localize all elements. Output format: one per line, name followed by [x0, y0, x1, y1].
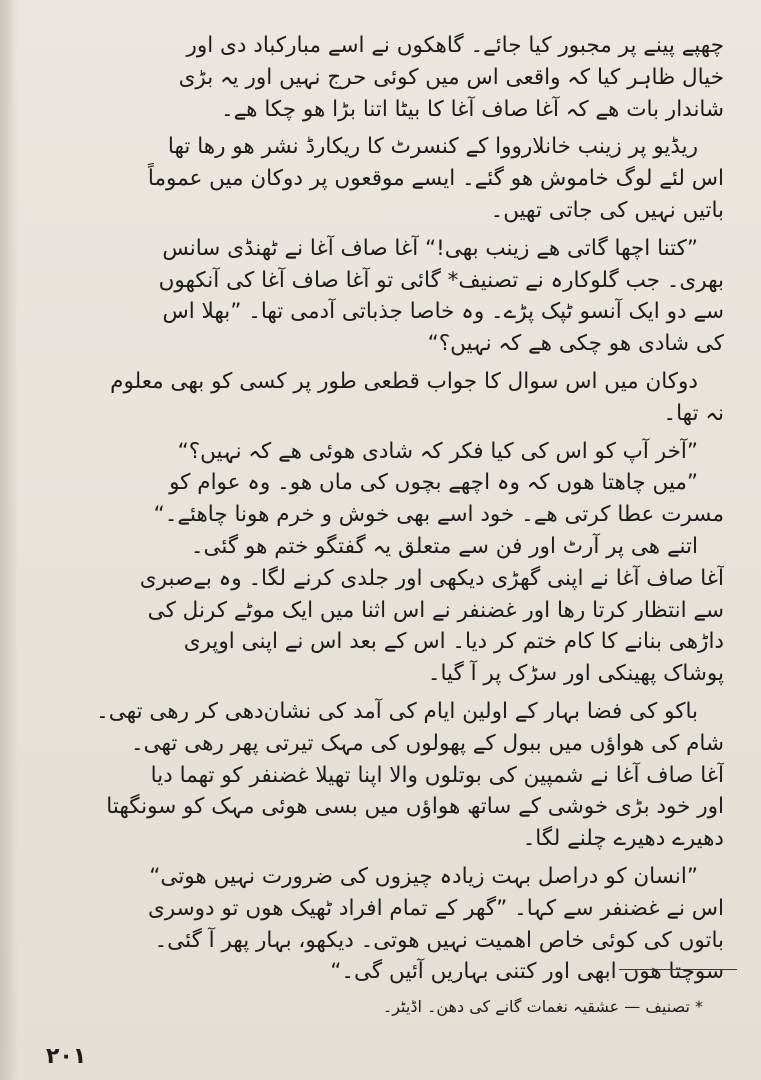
- text-line: بھری۔ جب گلوکارہ نے تصنیف* گائی تو آغا صاف آغا کی آنکھوں: [158, 267, 724, 293]
- text-line: اس لئے لوگ خاموش ھو گئے۔ ایسے موقعوں پر دوکان میں عموماً: [147, 166, 724, 192]
- text-line: خیال ظاہر کیا کہ واقعی اس میں کوئی حرج نہیں اور یہ بڑی: [178, 64, 724, 90]
- text-line: مسرت عطا کرتی ھے۔ خود اسے بھی خوش و خرم ھونا چاھئے۔“: [153, 502, 724, 528]
- text-line: اس نے غضنفر سے کہا۔ ”گھر کے تمام افراد ٹھیک ھوں تو دوسری: [147, 895, 724, 921]
- text-line: ”انسان کو دراصل بہت زیادہ چیزوں کی ضرورت نہیں ھوتی“: [149, 863, 698, 889]
- text-line: سوچتا ھوں ابھی اور کتنی بہاریں آئیں گی۔“: [330, 959, 724, 985]
- text-line: آغا صاف آغا نے اپنی گھڑی دیکھی اور جلدی کرنے لگا۔ وہ بےصبری: [139, 565, 724, 591]
- text-line: باتیں نہیں کی جاتی تھیں۔: [490, 197, 724, 223]
- body-text: [44, 30, 724, 988]
- text-line: دوکان میں اس سوال کا جواب قطعی طور پر کسی کو بھی معلوم: [110, 368, 698, 394]
- text-line: ”آخر آپ کو اس کی کیا فکر کہ شادی ھوئی ھے کہ نہیں؟“: [177, 438, 698, 464]
- text-line: ”کتنا اچھا گاتی ھے زینب بھی!“ آغا صاف آغا نے ٹھنڈی سانس: [162, 235, 698, 261]
- text-line: پوشاک پھینکی اور سڑک پر آ گیا۔: [427, 661, 724, 687]
- page-gutter-shadow: [0, 0, 18, 1080]
- text-line: شام کی ھواؤں میں ببول کے پھولوں کی مہک تیرتی پھر رھی تھی۔: [130, 730, 724, 756]
- footnote-divider: [619, 969, 737, 970]
- text-line: ریڈیو پر زینب خانلاروو‌ا کے کنسرٹ کا ریکارڈ نشر ھو رھا تھا: [167, 134, 698, 160]
- text-line: باکو کی فضا بہار کے اولین ایام کی آمد کی نشان‌دھی کر رھی تھی۔: [96, 698, 698, 724]
- text-line: آغا صاف آغا نے شمپین کی بوتلوں والا اپنا تھیلا غضنفر کو تھما دیا: [150, 762, 724, 788]
- text-line: داڑھی بنانے کا کام ختم کر دیا۔ اس کے بعد اس نے اپنی اوپری: [183, 629, 724, 655]
- text-line: سے انتظار کرتا رھا اور غضنفر نے اس اثنا میں ایک موٹے کرنل کی: [147, 597, 724, 623]
- text-line: باتوں کی کوئی خاص اھمیت نہیں ھوتی۔ دیکھو، بہار پھر آ گئی۔: [154, 927, 724, 953]
- text-line: اتنے ھی پر آرٹ اور فن سے متعلق یہ گفتگو ختم ھو گئی۔: [190, 533, 698, 559]
- text-line: سے دو ایک آنسو ٹپک پڑے۔ وہ خاصا جذباتی آدمی تھا۔ ”بھلا اس: [162, 299, 724, 325]
- text-line: شاندار بات ھے کہ آغا صاف آغا کا بیٹا اتنا بڑا ھو چکا ھے۔: [220, 96, 724, 122]
- text-line: دھیرے دھیرے چلنے لگا۔: [522, 826, 724, 852]
- text-line: ”میں چاھتا ھوں کہ وہ اچھے بچوں کی ماں ھو۔ وہ عوام کو: [169, 470, 698, 496]
- page-number: ۲۰۱: [46, 1044, 87, 1069]
- text-line: نہ تھا۔: [663, 400, 724, 426]
- footnote: * تصنیف — عشقیہ نغمات گانے کی دھن۔ اڈیٹر۔: [382, 997, 703, 1016]
- text-line: اور خود بڑی خوشی کے ساتھ ھواؤں میں بسی ھوئی مہک کو سونگھتا: [106, 794, 724, 820]
- text-line: چھپے پینے پر مجبور کیا جائے۔ گاھکوں نے اسے مبارکباد دی اور: [186, 33, 724, 58]
- text-line: کی شادی ھو چکی ھے کہ نہیں؟“: [427, 331, 724, 357]
